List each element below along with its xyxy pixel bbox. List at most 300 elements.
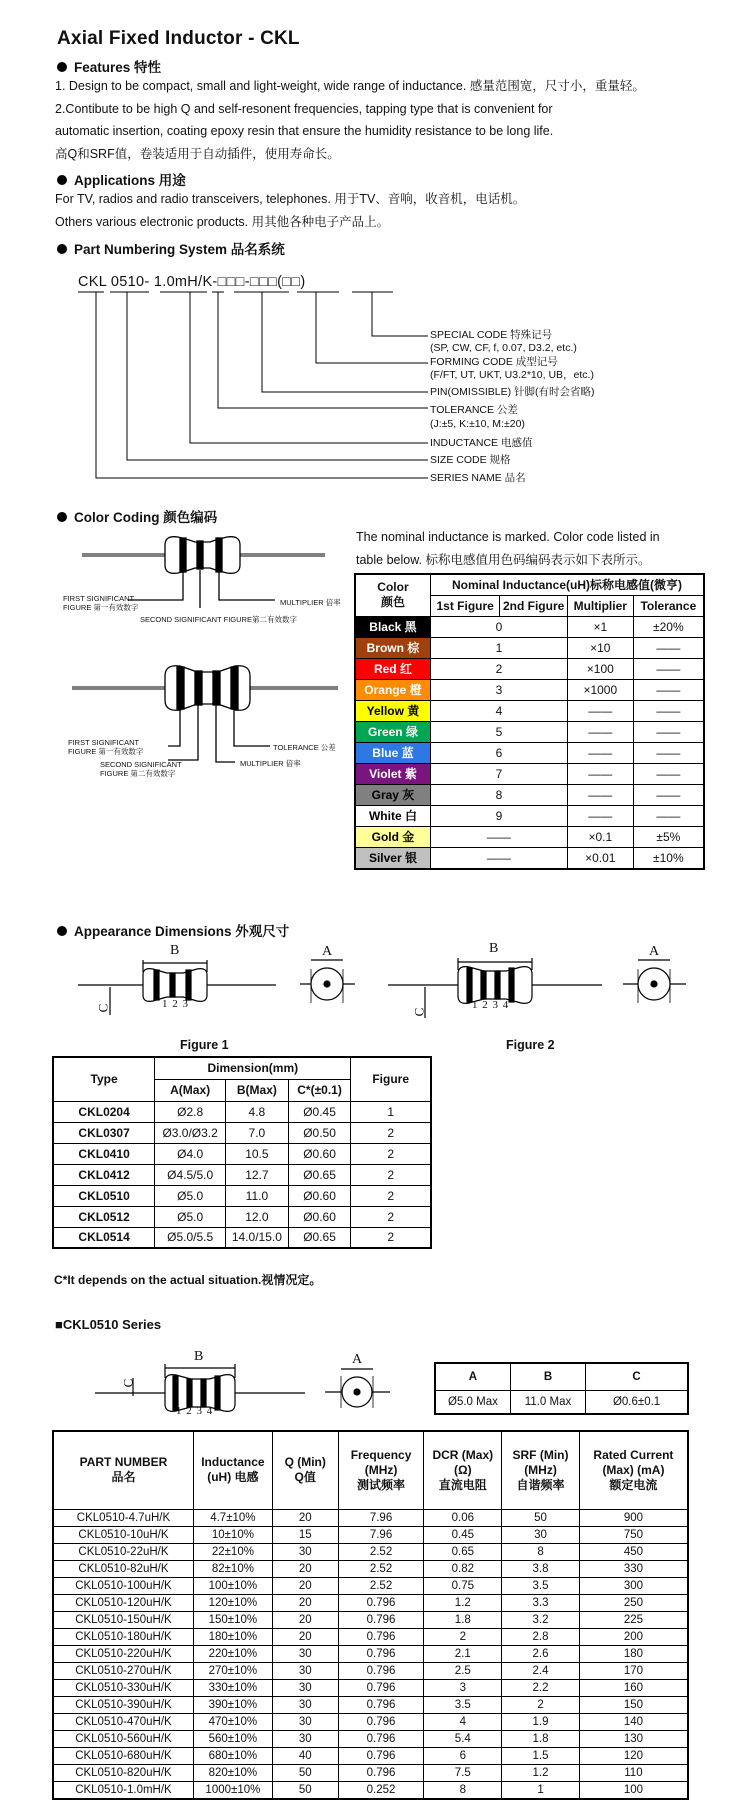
rated-current-cell: 180: [579, 1645, 688, 1662]
b-max-cell: 12.7: [226, 1164, 289, 1185]
figure-cell: 2: [351, 1227, 431, 1248]
abc-value-c: Ø0.6±0.1: [586, 1390, 688, 1414]
inductance-cell: 270±10%: [193, 1662, 272, 1679]
q-header: Q (Min) Q值: [272, 1431, 338, 1509]
b-max-cell: 10.5: [226, 1143, 289, 1164]
applications-line-1: For TV, radios and radio transceivers, telephones. 用于TV、音响，收音机，电话机。: [55, 192, 526, 206]
part-number-cell: CKL0510-180uH/K: [53, 1628, 193, 1645]
features-line-1: 1. Design to be compact, small and light-weight, wide range of inductance. 感量范围宽，尺寸小，重量轻。: [55, 79, 645, 93]
color-swatch: White 白: [355, 805, 430, 826]
srf-cell: 1: [502, 1781, 580, 1799]
color-coding-heading-text: Color Coding 颜色编码: [74, 510, 218, 525]
a-max-cell: Ø5.0: [155, 1206, 226, 1227]
c-cell: Ø0.60: [288, 1143, 351, 1164]
rated-current-cell: 140: [579, 1713, 688, 1730]
srf-cell: 2.8: [502, 1628, 580, 1645]
code-pin: □□□: [217, 274, 245, 290]
code-tolerance: K: [202, 274, 213, 290]
b-max-cell: 14.0/15.0: [226, 1227, 289, 1248]
dcr-cell: 0.06: [424, 1509, 502, 1526]
frequency-cell: 2.52: [338, 1543, 424, 1560]
table-row: [53, 1679, 688, 1696]
code-slash: /: [198, 274, 203, 290]
frequency-cell: 2.52: [338, 1577, 424, 1594]
type-cell: CKL0510: [53, 1185, 155, 1206]
color-col-header: Color 颜色: [355, 574, 430, 616]
table-row: [53, 1764, 688, 1781]
label-pin: PIN(OMISSIBLE) 针脚(有时会省略): [430, 386, 595, 398]
first-figure-cell: ——: [430, 826, 567, 847]
rated-current-cell: 300: [579, 1577, 688, 1594]
dim-b-label-2: B: [489, 941, 499, 956]
rated-current-header: Rated Current (Max) (mA) 额定电流: [579, 1431, 688, 1509]
part-number-header: PART NUMBER 品名: [53, 1431, 193, 1509]
label-text: FIRST SIGNIFICANT: [68, 738, 140, 747]
table-row: [53, 1543, 688, 1560]
b-max-cell: 11.0: [226, 1185, 289, 1206]
color-coding-desc-2: table below. 标称电感值用色码编码表示如下表所示。: [356, 553, 651, 567]
part-number-cell: CKL0510-22uH/K: [53, 1543, 193, 1560]
frequency-cell: 0.796: [338, 1713, 424, 1730]
type-cell: CKL0514: [53, 1227, 155, 1248]
figure-cell: 2: [351, 1143, 431, 1164]
dcr-cell: 2: [424, 1628, 502, 1645]
abc-header-c: C: [586, 1363, 688, 1390]
table-row: [53, 1611, 688, 1628]
multiplier-cell: ——: [567, 763, 633, 784]
label-tolerance: TOLERANCE 公差: [430, 404, 518, 416]
inductance-header: Inductance (uH) 电感: [193, 1431, 272, 1509]
q-cell: 30: [272, 1645, 338, 1662]
tolerance-cell: ±5%: [633, 826, 704, 847]
dcr-cell: 2.5: [424, 1662, 502, 1679]
series-dim-b-label: B: [194, 1349, 204, 1364]
inductance-cell: 680±10%: [193, 1747, 272, 1764]
figure-cell: 2: [351, 1206, 431, 1227]
rated-current-cell: 450: [579, 1543, 688, 1560]
code-series: CKL: [78, 274, 107, 290]
color-swatch: Orange 橙: [355, 679, 430, 700]
type-cell: CKL0512: [53, 1206, 155, 1227]
type-cell: CKL0307: [53, 1122, 155, 1143]
series-dim-c-label: C: [120, 1378, 136, 1388]
label-forming-code: FORMING CODE 成型记号: [430, 356, 558, 368]
q-cell: 50: [272, 1764, 338, 1781]
abc-header-b: B: [510, 1363, 585, 1390]
label-series-name: SERIES NAME 品名: [430, 472, 526, 484]
table-row: [53, 1645, 688, 1662]
inductance-cell: 100±10%: [193, 1577, 272, 1594]
diag1-multiplier-label: MULTIPLIER 倍率: [280, 598, 341, 607]
frequency-cell: 0.796: [338, 1662, 424, 1679]
a-max-cell: Ø5.0: [155, 1185, 226, 1206]
part-number-cell: CKL0510-120uH/K: [53, 1594, 193, 1611]
figure-cell: 2: [351, 1122, 431, 1143]
features-line-3: automatic insertion, coating epoxy resin that ensure the humidity resistance to be long life.: [55, 124, 554, 138]
nominal-inductance-header: Nominal Inductance(uH)标称电感值(微亨): [430, 574, 704, 595]
rated-current-cell: 170: [579, 1662, 688, 1679]
inductance-cell: 220±10%: [193, 1645, 272, 1662]
tolerance-cell: ——: [633, 700, 704, 721]
multiplier-header: Multiplier: [567, 595, 633, 616]
frequency-cell: 7.96: [338, 1509, 424, 1526]
series-spec-table: [52, 1430, 689, 1800]
multiplier-cell: ——: [567, 700, 633, 721]
features-line-4: 高Q和SRF值，卷装适用于自动插件，使用寿命长。: [55, 147, 340, 161]
dcr-cell: 3: [424, 1679, 502, 1696]
dim-a-label: A: [322, 944, 333, 959]
rated-current-cell: 250: [579, 1594, 688, 1611]
dim-a-label-2: A: [649, 944, 660, 959]
series-spec-rows: [53, 1509, 688, 1799]
label-size-code: SIZE CODE 规格: [430, 454, 511, 466]
part-number-cell: CKL0510-100uH/K: [53, 1577, 193, 1594]
diag2-multiplier-label: MULTIPLIER 倍率: [240, 759, 301, 768]
dcr-cell: 4: [424, 1713, 502, 1730]
srf-cell: 2.2: [502, 1679, 580, 1696]
rated-current-cell: 160: [579, 1679, 688, 1696]
color-swatch: Yellow 黄: [355, 700, 430, 721]
inductance-cell: 10±10%: [193, 1526, 272, 1543]
color-swatch: Black 黑: [355, 616, 430, 637]
table-row: [53, 1747, 688, 1764]
first-figure-header: 1st Figure: [430, 595, 499, 616]
diag2-tolerance-label: TOLERANCE 公差: [273, 743, 336, 752]
color-swatch: Red 红: [355, 658, 430, 679]
q-cell: 20: [272, 1594, 338, 1611]
inductance-cell: 1000±10%: [193, 1781, 272, 1799]
table-row: [53, 1662, 688, 1679]
first-figure-cell: 4: [430, 700, 567, 721]
table-row: [53, 1594, 688, 1611]
type-cell: CKL0204: [53, 1101, 155, 1122]
dimension-header: Dimension(mm): [155, 1057, 351, 1079]
tolerance-header: Tolerance: [633, 595, 704, 616]
color-swatch: Blue 蓝: [355, 742, 430, 763]
table-row: [53, 1730, 688, 1747]
c-cell: Ø0.50: [288, 1122, 351, 1143]
srf-cell: 3.3: [502, 1594, 580, 1611]
srf-cell: 2.4: [502, 1662, 580, 1679]
first-figure-cell: ——: [430, 847, 567, 869]
type-cell: CKL0412: [53, 1164, 155, 1185]
a-max-cell: Ø4.0: [155, 1143, 226, 1164]
frequency-cell: 0.252: [338, 1781, 424, 1799]
dcr-cell: 0.75: [424, 1577, 502, 1594]
abc-value-b: 11.0 Max: [510, 1390, 585, 1414]
figure-cell: 1: [351, 1101, 431, 1122]
b-max-header: B(Max): [226, 1079, 289, 1101]
c-cell: Ø0.65: [288, 1164, 351, 1185]
figure-cell: 2: [351, 1185, 431, 1206]
c-cell: Ø0.60: [288, 1185, 351, 1206]
dcr-cell: 3.5: [424, 1696, 502, 1713]
frequency-header: Frequency (MHz) 测试频率: [338, 1431, 424, 1509]
a-max-cell: Ø4.5/5.0: [155, 1164, 226, 1185]
q-cell: 40: [272, 1747, 338, 1764]
srf-header: SRF (Min) (MHz) 自谐频率: [502, 1431, 580, 1509]
code-dash: -: [144, 274, 150, 290]
tolerance-cell: ——: [633, 658, 704, 679]
q-cell: 30: [272, 1730, 338, 1747]
first-figure-cell: 2: [430, 658, 567, 679]
fig1-band-numbers: 1 2 3: [162, 998, 189, 1010]
part-number-cell: CKL0510-390uH/K: [53, 1696, 193, 1713]
inductance-cell: 560±10%: [193, 1730, 272, 1747]
label-text: FIRST SIGNIFICANT: [63, 594, 135, 603]
dcr-cell: 1.8: [424, 1611, 502, 1628]
rated-current-cell: 120: [579, 1747, 688, 1764]
frequency-cell: 2.52: [338, 1560, 424, 1577]
label-special-code-values: (SP, CW, CF, f, 0.07, D3.2, etc.): [430, 342, 577, 354]
part-number-cell: CKL0510-330uH/K: [53, 1679, 193, 1696]
rated-current-cell: 110: [579, 1764, 688, 1781]
dim-c-label-2: C: [411, 1007, 427, 1017]
color-swatch: Violet 紫: [355, 763, 430, 784]
table-row: [53, 1509, 688, 1526]
first-figure-cell: 8: [430, 784, 567, 805]
part-number-cell: CKL0510-10uH/K: [53, 1526, 193, 1543]
rated-current-cell: 750: [579, 1526, 688, 1543]
srf-cell: 50: [502, 1509, 580, 1526]
dcr-cell: 5.4: [424, 1730, 502, 1747]
part-number-cell: CKL0510-470uH/K: [53, 1713, 193, 1730]
multiplier-cell: ×0.1: [567, 826, 633, 847]
frequency-cell: 7.96: [338, 1526, 424, 1543]
q-cell: 20: [272, 1577, 338, 1594]
rated-current-cell: 150: [579, 1696, 688, 1713]
rated-current-cell: 130: [579, 1730, 688, 1747]
features-line-2: 2.Contibute to be high Q and self-resonent frequencies, tapping type that is convenient for: [55, 102, 553, 116]
part-number-cell: CKL0510-220uH/K: [53, 1645, 193, 1662]
color-swatch: Green 绿: [355, 721, 430, 742]
label-inductance: INDUCTANCE 电感值: [430, 437, 533, 449]
dcr-cell: 0.82: [424, 1560, 502, 1577]
part-number-cell: CKL0510-270uH/K: [53, 1662, 193, 1679]
srf-cell: 1.5: [502, 1747, 580, 1764]
srf-cell: 2.6: [502, 1645, 580, 1662]
code-inductance: 1.0mH: [153, 274, 199, 290]
inductance-cell: 150±10%: [193, 1611, 272, 1628]
inductance-cell: 180±10%: [193, 1628, 272, 1645]
table-row: [53, 1628, 688, 1645]
color-swatch: Silver 银: [355, 847, 430, 869]
frequency-cell: 0.796: [338, 1764, 424, 1781]
dcr-cell: 0.65: [424, 1543, 502, 1560]
code-dash: -: [212, 274, 218, 290]
first-figure-cell: 9: [430, 805, 567, 826]
label-tolerance-values: (J:±5, K:±10, M:±20): [430, 418, 525, 430]
a-max-cell: Ø3.0/Ø3.2: [155, 1122, 226, 1143]
srf-cell: 1.8: [502, 1730, 580, 1747]
frequency-cell: 0.796: [338, 1594, 424, 1611]
type-cell: CKL0410: [53, 1143, 155, 1164]
srf-cell: 2: [502, 1696, 580, 1713]
color-swatch: Gray 灰: [355, 784, 430, 805]
a-max-header: A(Max): [155, 1079, 226, 1101]
second-figure-header: 2nd Figure: [500, 595, 567, 616]
frequency-cell: 0.796: [338, 1679, 424, 1696]
a-max-cell: Ø2.8: [155, 1101, 226, 1122]
applications-line-2: Others various electronic products. 用其他各种电子产品上。: [55, 215, 390, 229]
series-abc-table: [434, 1362, 689, 1415]
frequency-cell: 0.796: [338, 1645, 424, 1662]
figure-1-label: Figure 1: [180, 1038, 229, 1052]
inductance-cell: 82±10%: [193, 1560, 272, 1577]
part-number-cell: CKL0510-4.7uH/K: [53, 1509, 193, 1526]
series-heading: ■CKL0510 Series: [55, 1317, 162, 1332]
dim-c-label: C: [95, 1003, 111, 1013]
diag1-second-figure-label: SECOND SIGNIFICANT FIGURE第二有效数字: [140, 615, 297, 624]
srf-cell: 1.9: [502, 1713, 580, 1730]
rated-current-cell: 225: [579, 1611, 688, 1628]
c-header: C*(±0.1): [288, 1079, 351, 1101]
inductance-cell: 4.7±10%: [193, 1509, 272, 1526]
q-cell: 20: [272, 1560, 338, 1577]
features-heading-text: Features 特性: [74, 60, 162, 75]
frequency-cell: 0.796: [338, 1696, 424, 1713]
frequency-cell: 0.796: [338, 1628, 424, 1645]
table-row: [53, 1526, 688, 1543]
inductance-cell: 470±10%: [193, 1713, 272, 1730]
appearance-heading-text: Appearance Dimensions 外观尺寸: [74, 924, 290, 939]
q-cell: 30: [272, 1696, 338, 1713]
first-figure-cell: 3: [430, 679, 567, 700]
part-number-cell: CKL0510-560uH/K: [53, 1730, 193, 1747]
applications-heading-text: Applications 用途: [74, 173, 186, 188]
rated-current-cell: 200: [579, 1628, 688, 1645]
q-cell: 20: [272, 1611, 338, 1628]
q-cell: 30: [272, 1543, 338, 1560]
srf-cell: 3.8: [502, 1560, 580, 1577]
multiplier-cell: ×1: [567, 616, 633, 637]
code-special: (□□): [277, 274, 306, 290]
first-figure-cell: 7: [430, 763, 567, 784]
q-cell: 20: [272, 1628, 338, 1645]
table-row: [53, 1577, 688, 1594]
type-header: Type: [53, 1057, 155, 1101]
dcr-cell: 0.45: [424, 1526, 502, 1543]
fig2-band-numbers: 1 2 3 4: [472, 999, 510, 1011]
tolerance-cell: ——: [633, 784, 704, 805]
part-numbering-heading-text: Part Numbering System 品名系统: [74, 242, 285, 257]
multiplier-cell: ×0.01: [567, 847, 633, 869]
abc-value-a: Ø5.0 Max: [435, 1390, 510, 1414]
b-max-cell: 4.8: [226, 1101, 289, 1122]
c-cell: Ø0.45: [288, 1101, 351, 1122]
figure-cell: 2: [351, 1164, 431, 1185]
tolerance-cell: ——: [633, 742, 704, 763]
q-cell: 30: [272, 1662, 338, 1679]
series-band-numbers: 1 2 3 4: [176, 1405, 214, 1417]
multiplier-cell: ×1000: [567, 679, 633, 700]
srf-cell: 3.5: [502, 1577, 580, 1594]
table-row: [53, 1560, 688, 1577]
dcr-cell: 6: [424, 1747, 502, 1764]
rated-current-cell: 900: [579, 1509, 688, 1526]
multiplier-cell: ×10: [567, 637, 633, 658]
multiplier-cell: ——: [567, 721, 633, 742]
inductance-cell: 390±10%: [193, 1696, 272, 1713]
code-size: 0510: [110, 274, 145, 290]
page-title: Axial Fixed Inductor - CKL: [57, 28, 300, 49]
b-max-cell: 12.0: [226, 1206, 289, 1227]
series-diagram: [0, 0, 430, 1430]
dcr-cell: 7.5: [424, 1764, 502, 1781]
tolerance-cell: ——: [633, 721, 704, 742]
q-cell: 50: [272, 1781, 338, 1799]
tolerance-cell: ±10%: [633, 847, 704, 869]
srf-cell: 30: [502, 1526, 580, 1543]
multiplier-cell: ——: [567, 742, 633, 763]
multiplier-cell: ——: [567, 784, 633, 805]
q-cell: 30: [272, 1713, 338, 1730]
tolerance-cell: ——: [633, 679, 704, 700]
a-max-cell: Ø5.0/5.5: [155, 1227, 226, 1248]
first-figure-cell: 1: [430, 637, 567, 658]
tolerance-cell: ——: [633, 805, 704, 826]
abc-header-a: A: [435, 1363, 510, 1390]
table-row: [53, 1781, 688, 1799]
inductance-cell: 330±10%: [193, 1679, 272, 1696]
table-row: [53, 1696, 688, 1713]
inductance-cell: 820±10%: [193, 1764, 272, 1781]
label-special-code: SPECIAL CODE 特殊记号: [430, 329, 553, 341]
tolerance-cell: ——: [633, 763, 704, 784]
srf-cell: 1.2: [502, 1764, 580, 1781]
first-figure-cell: 5: [430, 721, 567, 742]
frequency-cell: 0.796: [338, 1611, 424, 1628]
q-cell: 30: [272, 1679, 338, 1696]
label-text: SECOND SIGNIFICANT: [100, 760, 182, 769]
code-forming: □□□: [249, 274, 278, 290]
part-number-cell: CKL0510-1.0mH/K: [53, 1781, 193, 1799]
color-swatch: Brown 棕: [355, 637, 430, 658]
inductance-cell: 22±10%: [193, 1543, 272, 1560]
srf-cell: 8: [502, 1543, 580, 1560]
first-figure-cell: 0: [430, 616, 567, 637]
figure-2-label: Figure 2: [506, 1038, 555, 1052]
dim-b-label: B: [170, 943, 180, 958]
frequency-cell: 0.796: [338, 1747, 424, 1764]
dcr-cell: 8: [424, 1781, 502, 1799]
part-number-cell: CKL0510-82uH/K: [53, 1560, 193, 1577]
srf-cell: 3.2: [502, 1611, 580, 1628]
b-max-cell: 7.0: [226, 1122, 289, 1143]
multiplier-cell: ——: [567, 805, 633, 826]
first-figure-cell: 6: [430, 742, 567, 763]
table-row: [53, 1713, 688, 1730]
label-text: FIGURE 第一有效数字: [68, 747, 144, 756]
label-forming-code-values: (F/FT, UT, UKT, U3.2*10, UB，etc.): [430, 369, 594, 381]
frequency-cell: 0.796: [338, 1730, 424, 1747]
figure-header: Figure: [351, 1057, 431, 1101]
label-text: FIGURE 第二有效数字: [100, 769, 176, 778]
label-text: FIGURE 第一有效数字: [63, 603, 139, 612]
part-number-cell: CKL0510-680uH/K: [53, 1747, 193, 1764]
q-cell: 15: [272, 1526, 338, 1543]
part-number-cell: CKL0510-150uH/K: [53, 1611, 193, 1628]
dcr-cell: 1.2: [424, 1594, 502, 1611]
dcr-header: DCR (Max) (Ω) 直流电阻: [424, 1431, 502, 1509]
multiplier-cell: ×100: [567, 658, 633, 679]
color-coding-desc-1: The nominal inductance is marked. Color code listed in: [356, 530, 660, 544]
q-cell: 20: [272, 1509, 338, 1526]
dcr-cell: 2.1: [424, 1645, 502, 1662]
c-cell: Ø0.65: [288, 1227, 351, 1248]
part-number-cell: CKL0510-820uH/K: [53, 1764, 193, 1781]
inductance-cell: 120±10%: [193, 1594, 272, 1611]
